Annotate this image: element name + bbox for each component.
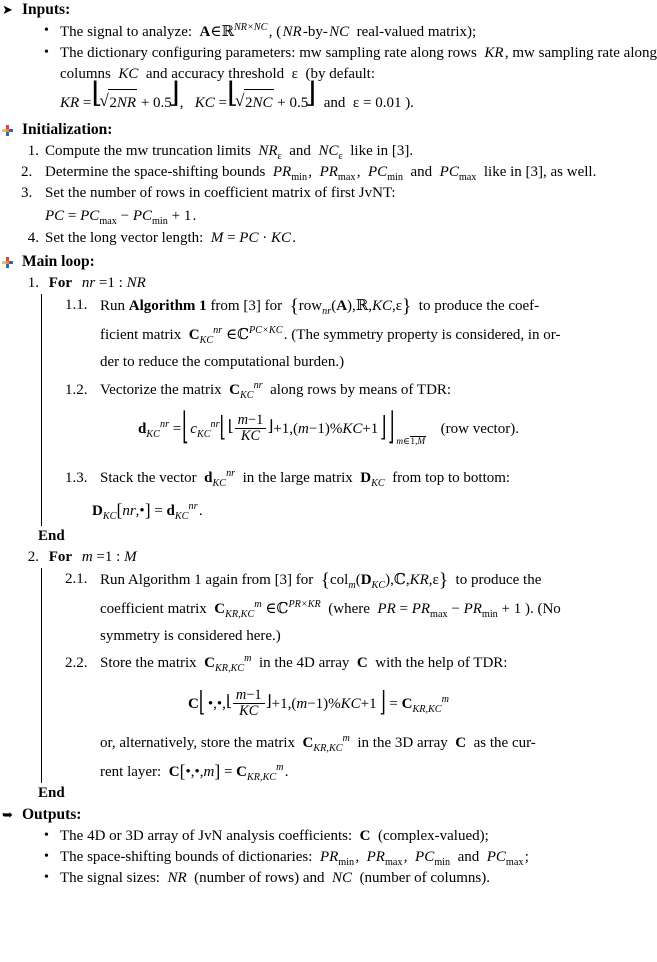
section-heading-initialization (0, 120, 657, 140)
plus-cross-icon-svg (2, 257, 13, 268)
loop-2-vertical-bar (41, 568, 42, 782)
loop-1-substep-list (0, 294, 657, 526)
pc-definition-equation: PC = $PC_{max} - PC_{min} + 1$ . (45, 208, 197, 227)
loop-2-end-label: End (38, 784, 65, 801)
inputs-bullet-list (0, 21, 657, 116)
list-item: 1.3. Stack the vector $d_{KC}^{nr}$ in the large matrix $D_{KC}$ from top to bottom: (65, 468, 511, 490)
list-item: • The space-shifting bounds of dictionaries: $PR_{min}$ , $PR_{max}$ , $PC_{min}$ and $PC_{max}$ ; (40, 847, 657, 868)
loop-1-end-label: End (38, 528, 65, 545)
initialization-heading-label: Initialization: (22, 121, 113, 138)
substep-2-2-alternative-text: or, alternatively, store the matrix $C_{KR,KC}^m$ in the 3D array C as the cur- (100, 732, 536, 754)
loop-2-header (21, 547, 657, 568)
plus-cross-marker-icon (0, 120, 22, 140)
substep-1-1-continuation: ficient matrix $C_{KC}^{nr}$ ∈ℂ$^{PC\times KC}$ . (The symmetry property is considered, in or- (100, 324, 561, 346)
list-item: • The dictionary configuring parameters: mw sampling rate along rows KR , mw sampling rate along columns KC and accuracy threshold ε (by default: KR = ⌊ √ 2NR + 0.5 ⌋ , KC = ⌊ √ 2NC + 0.5 ⌋ and ε = 0.01 ). (40, 43, 657, 116)
algorithm-1-ref: Algorithm 1 (128, 298, 207, 314)
substep-2-1-continuation-2: symmetry is considered here.) (100, 628, 281, 645)
substep-1-1-continuation-2: der to reduce the computational burden.) (100, 353, 345, 370)
substep-label: 1.2. (65, 381, 88, 398)
list-item: • The 4D or 3D array of JvN analysis coefficients: C (complex-valued); (40, 826, 657, 847)
loop-1-body (0, 294, 657, 526)
inputs-heading-label: Inputs: (22, 1, 71, 18)
loop-2-body (0, 568, 657, 782)
loop-1-header (21, 273, 657, 294)
loop-1-number: 1. (27, 275, 39, 291)
loop-2-range: m =1 : M (81, 549, 137, 566)
loop-2-keyword: For (48, 549, 73, 566)
list-item: 2.1. Run Algorithm 1 again from [3] for $\{col_m(D_{KC}),ℂ,KR,\varepsilon\}$ to produce the coefficient matrix $C_{KR,KC}^m$ ∈ℂ$^{PR\times KR}$ (where PR = $PR_{max} - PR_{min} + 1$ ). (No symmetry is considered here.) (65, 568, 657, 647)
left-triangle-marker-icon: ➥ (2, 806, 13, 822)
loop-1-range: nr =1 : NR (81, 275, 146, 291)
list-item: • The signal sizes: NR (number of rows) and NC (number of columns). (40, 868, 657, 889)
list-item: 2.2. Store the matrix $C_{KR,KC}^m$ in the 4D array C with the help of TDR: (65, 653, 508, 675)
loop-2-number: 2. (27, 549, 39, 566)
loop-2-substep-list (0, 568, 657, 782)
substep-label: 1.1. (65, 297, 88, 313)
substep-label: 2.2. (65, 655, 88, 672)
plus-cross-icon-svg (2, 125, 13, 136)
substep-2-1-continuation: coefficient matrix $C_{KR,KC}^m$ ∈ℂ$^{PR\times KR}$ (where PR = $PR_{max} - PR_{min} + 1$ ). (No (100, 599, 561, 621)
substep-1-2-equation: $d_{KC}^{nr}$ = ⌊ $c_{KC}^{nr}$ ⌊ ⌊ $\frac{m-1}{KC}$ ⌋ +1,(m−1)%KC+1 ⌋ $⌋_{m\in 1,M}$ (row vector). (0, 413, 657, 457)
list-item: Set the long vector length: M = PC · KC . (45, 230, 296, 246)
initialization-step-list (0, 141, 657, 249)
list-item: Set the number of rows in coefficient matrix of first JvNT: PC = $PC_{max} - PC_{min} + 1$ . (21, 183, 657, 228)
row-vector-note: (row vector). (440, 420, 519, 437)
list-item: 1.2. Vectorize the matrix $C_{KC}^{nr}$ along rows by means of TDR: (65, 379, 452, 401)
outputs-bullet-list (0, 826, 657, 889)
outputs-heading-label: Outputs: (22, 805, 82, 823)
section-heading-outputs (0, 805, 657, 825)
list-item: Compute the mw truncation limits $NR_\varepsilon$ and $NC_\varepsilon$ like in [3]. (45, 143, 414, 162)
right-triangle-marker-icon: ➤ (2, 2, 13, 17)
substep-2-2-equation: C ⌊ •,•, ⌊ $\frac{m-1}{KC}$ ⌋ +1,(m−1)%KC+1 ⌋ = $C_{KR,KC}^m$ (0, 688, 657, 720)
loop-1-vertical-bar (41, 294, 42, 526)
mainloop-heading-label: Main loop: (22, 253, 95, 270)
section-heading-inputs (0, 0, 657, 20)
epsilon-default-value: 0.01 (375, 95, 402, 111)
list-item: Determine the space-shifting bounds $PR_{min}$ , $PR_{max}$ , $PC_{min}$ and $PC_{max}$ like in [3], as well. (45, 164, 597, 183)
substep-2-2-alternative-equation: rent layer: C[•,•,m] = $C_{KR,KC}^m$ . (100, 760, 289, 783)
list-item: • The signal to analyze: A∈ℝ$^{NR\times NC}$ , ( NR -by- NC real-valued matrix); (40, 21, 657, 43)
substep-1-3-equation: $D_{KC}[nr,•] = d_{KC}^{nr}$ . (92, 500, 203, 523)
plus-cross-marker-icon (0, 252, 22, 272)
substep-label: 1.3. (65, 470, 88, 487)
loop-1-keyword: For (48, 275, 73, 291)
kr-kc-default-equation: KR = ⌊ √ 2NR + 0.5 ⌋ , KC = ⌊ √ 2NC + 0.5 ⌋ and ε = 0.01 ). (60, 89, 657, 116)
section-heading-mainloop (0, 252, 657, 272)
substep-label: 2.1. (65, 571, 88, 588)
list-item: 1.1. Run Algorithm 1 from [3] for {row$_{nr}$(A),ℝ,KC,ε} to produce the coef- ficient matrix $C_{KC}^{nr}$ ∈ℂ$^{PC\times KC}$ . (The symmetry property is considered, in or- der to reduce the computational burden.) (65, 294, 657, 373)
